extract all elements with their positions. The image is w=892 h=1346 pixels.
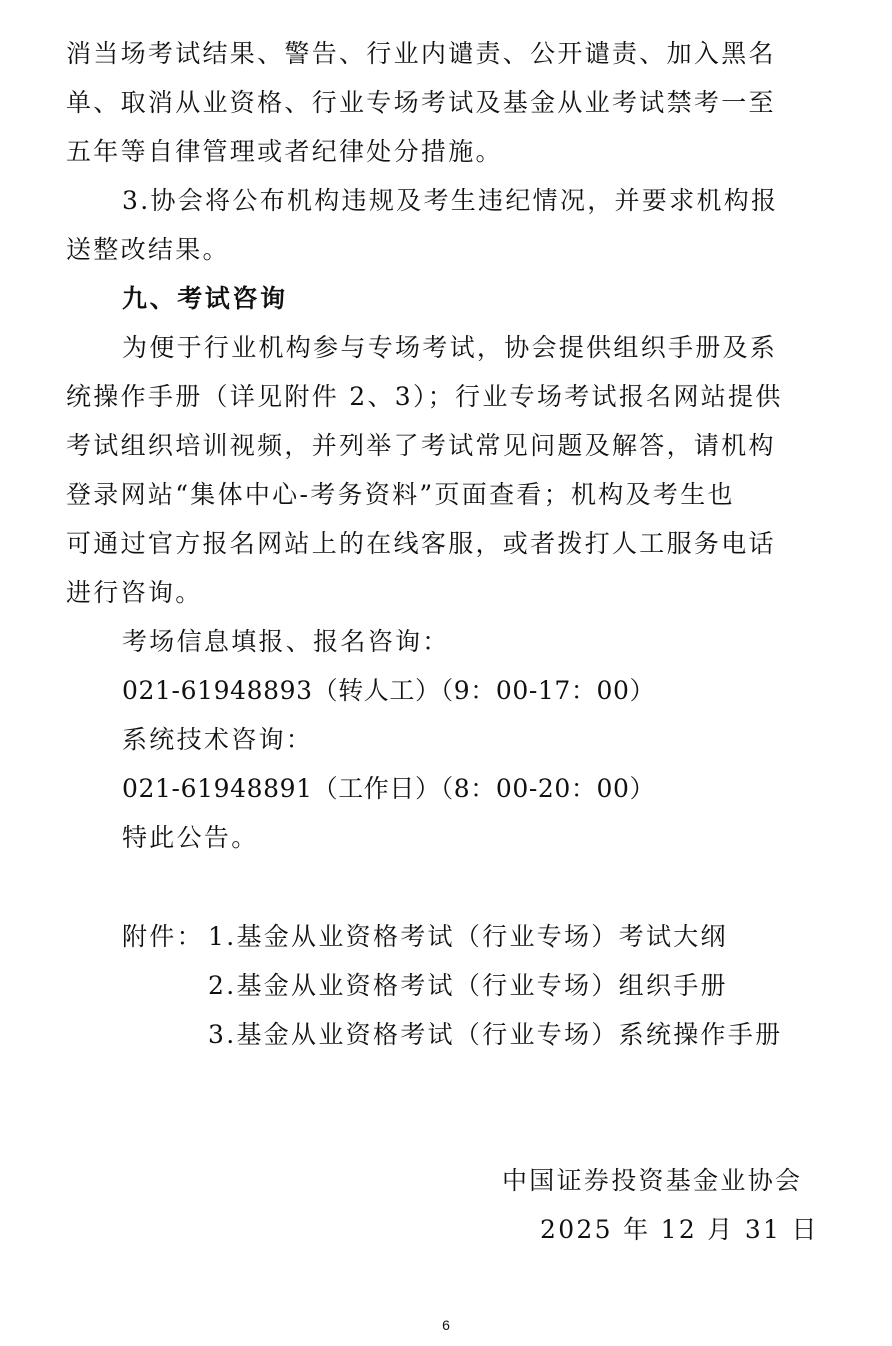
attachment-item-2: 2.基金从业资格考试（行业专场）组织手册: [208, 971, 728, 1000]
registration-contact-label: 考场信息填报、报名咨询：: [122, 627, 450, 656]
signing-date: 2025 年 12 月 31 日: [540, 1215, 819, 1244]
consultation-line-6: 进行咨询。: [66, 578, 203, 607]
consultation-line-2: 统操作手册（详见附件 2、3）；行业专场考试报名网站提供: [66, 382, 783, 411]
section-heading-consultation: 九、考试咨询: [122, 284, 288, 313]
page-number: 6: [442, 1317, 450, 1333]
closing-statement: 特此公告。: [122, 823, 259, 852]
tech-contact-label: 系统技术咨询：: [122, 725, 314, 754]
discipline-line-3: 五年等自律管理或者纪律处分措施。: [66, 137, 503, 166]
consultation-line-3: 考试组织培训视频，并列举了考试常见问题及解答，请机构: [66, 431, 776, 460]
publish-line-1: 3.协会将公布机构违规及考生违纪情况，并要求机构报: [122, 186, 779, 215]
consultation-line-5: 可通过官方报名网站上的在线客服，或者拨打人工服务电话: [66, 529, 776, 558]
attachments-label: 附件：: [122, 922, 204, 951]
discipline-line-2: 单、取消从业资格、行业专场考试及基金从业考试禁考一至: [66, 88, 776, 117]
registration-phone: 021-61948893（转人工）（9：00-17：00）: [122, 676, 656, 705]
attachment-item-3: 3.基金从业资格考试（行业专场）系统操作手册: [208, 1020, 783, 1049]
consultation-line-1: 为便于行业机构参与专场考试，协会提供组织手册及系: [122, 333, 778, 362]
discipline-line-1: 消当场考试结果、警告、行业内谴责、公开谴责、加入黑名: [66, 39, 776, 68]
publish-line-2: 送整改结果。: [66, 235, 230, 264]
tech-phone: 021-61948891（工作日）（8：00-20：00）: [122, 774, 656, 803]
signing-organization: 中国证券投资基金业协会: [502, 1166, 803, 1195]
consultation-line-4: 登录网站“集体中心-考务资料”页面查看；机构及考生也: [66, 480, 735, 509]
attachment-item-1: 1.基金从业资格考试（行业专场）考试大纲: [208, 922, 728, 951]
